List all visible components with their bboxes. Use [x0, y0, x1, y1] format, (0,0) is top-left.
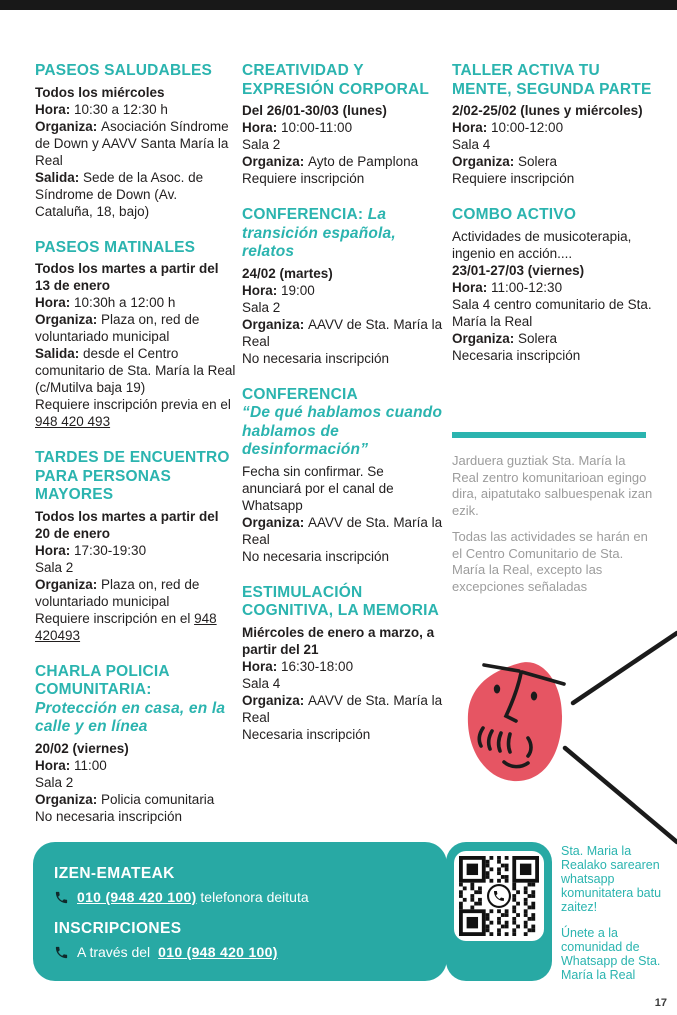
text-segment: Requiere inscripción: [452, 171, 575, 186]
section-line: [35, 757, 236, 774]
text-segment: Hora:: [35, 542, 75, 558]
phone-link[interactable]: 948 420 493: [35, 414, 111, 429]
text-segment: Salida:: [35, 169, 84, 185]
text-segment: Sala 4: [452, 137, 491, 152]
text-segment: COMBO ACTIVO: [452, 206, 577, 223]
signup-phone-link[interactable]: 010 (948 420 100) telefonora deituta: [77, 889, 309, 905]
text-segment: Organiza:: [35, 576, 102, 592]
section-line: [242, 350, 443, 367]
text-segment: “De qué hablamos cuando hablamos de desinformación”: [242, 404, 443, 458]
text-segment: Hora:: [452, 279, 492, 295]
column-right: [452, 62, 660, 383]
section-title: [452, 62, 660, 99]
text-segment: 10:30 a 12:30 h: [74, 101, 168, 117]
section-line: [452, 170, 660, 187]
top-black-bar: [0, 0, 677, 10]
event-section: [242, 62, 443, 187]
section-line: [242, 624, 443, 658]
text-segment: CONFERENCIA:: [242, 206, 368, 223]
section-line: [35, 808, 236, 825]
text-segment: Sala 2: [35, 559, 74, 575]
text-segment: ESTIMULACIÓN COGNITIVA, LA MEMORIA: [242, 583, 440, 619]
text-segment: 10:00-12:00: [491, 120, 564, 135]
section-line: [35, 542, 236, 559]
section-title: [242, 386, 443, 460]
text-segment: Requiere inscripción previa en el: [35, 397, 231, 412]
text-segment: AAVV de Sta. María la Real: [242, 316, 443, 349]
text-segment: Requiere inscripción en el: [35, 610, 195, 626]
text-segment: Solera: [518, 154, 558, 169]
text-segment: Todos los miércoles: [35, 84, 165, 100]
section-line: [35, 396, 236, 430]
text-segment: AAVV de Sta. María la Real: [242, 514, 443, 547]
page-number: 17: [654, 997, 667, 1009]
signup-heading-basque: IZEN-EMATEAK: [54, 865, 175, 882]
signup-row-basque: [54, 889, 429, 905]
section-line: [35, 559, 236, 576]
text-segment: No necesaria inscripción: [242, 548, 390, 564]
section-line: [35, 791, 236, 808]
text-segment: AAVV de Sta. María la Real: [242, 692, 443, 725]
signup-row-spanish: [54, 944, 429, 960]
event-section: [35, 239, 236, 431]
text-segment: Sala 2: [35, 774, 74, 790]
text-segment: Sede de la Asoc. de Síndrome de Down (Av. Cataluña, 18, bajo): [35, 169, 204, 219]
text-segment: CONFERENCIA: [242, 385, 358, 403]
text-segment: PASEOS MATINALES: [35, 238, 196, 256]
text-segment: desde el Centro comunitario de Sta. María la Real (c/Mutilva baja 19): [35, 346, 236, 395]
text-segment: Salida:: [35, 346, 84, 361]
text-segment: 24/02 (martes): [242, 265, 333, 281]
whatsapp-invite-spanish: Únete a la comunidad de Whatsapp de Sta. María la Real: [561, 926, 661, 982]
whatsapp-invite-basque: Sta. Maria la Realako sarearen whatsapp komunitatera batu zaitez!: [561, 844, 662, 914]
text-segment: Organiza:: [35, 118, 102, 134]
section-line: [452, 347, 660, 364]
text-segment: Hora:: [35, 101, 75, 117]
event-section: [452, 206, 660, 364]
section-line: [242, 119, 443, 136]
section-line: [452, 228, 660, 262]
event-section: [35, 62, 236, 220]
face-doodle-illustration: [440, 600, 677, 850]
text-segment: CREATIVIDAD Y EXPRESIÓN CORPORAL: [242, 62, 430, 98]
signup-row1-suffix: telefonora deituta: [196, 889, 309, 905]
text-segment: Plaza on, red de voluntariado municipal: [35, 576, 200, 609]
section-line: [452, 296, 660, 330]
text-segment: No necesaria inscripción: [242, 350, 390, 366]
section-line: [242, 658, 443, 675]
section-line: [242, 548, 443, 565]
section-line: [452, 153, 660, 170]
section-line: [35, 740, 236, 757]
section-line: [35, 260, 236, 294]
section-title: [35, 449, 236, 505]
section-line: [242, 136, 443, 153]
text-segment: Organiza:: [452, 330, 519, 346]
text-segment: 10:00-11:00: [281, 120, 353, 135]
text-segment: Hora:: [242, 282, 282, 298]
signup-box: [33, 842, 447, 981]
section-title: [242, 206, 443, 262]
text-segment: Plaza on, red de voluntariado municipal: [35, 312, 200, 344]
text-segment: Necesaria inscripción: [452, 347, 581, 363]
text-segment: 16:30-18:00: [281, 658, 354, 674]
text-segment: 19:00: [281, 282, 315, 298]
text-segment: Todos los martes a partir del 13 de enero: [35, 261, 219, 293]
section-title: [35, 239, 236, 258]
speech-lines: [565, 633, 677, 842]
signup-heading-spanish: INSCRIPCIONES: [54, 920, 182, 937]
section-title: [452, 206, 660, 225]
signup-row2-prefix: A través del: [77, 944, 151, 960]
text-segment: 11:00: [74, 757, 107, 773]
qr-card: [454, 851, 544, 941]
event-section: [242, 206, 443, 367]
text-segment: Todos los martes a partir del 20 de enero: [35, 508, 219, 541]
text-segment: 17:30-19:30: [74, 542, 147, 558]
phone-icon: [54, 890, 69, 905]
text-segment: CHARLA POLICIA COMUNITARIA:: [35, 662, 170, 698]
section-line: [35, 345, 236, 396]
section-line: [452, 119, 660, 136]
event-section: [242, 386, 443, 565]
section-line: [452, 136, 660, 153]
section-line: [452, 279, 660, 296]
section-line: [35, 610, 236, 644]
text-segment: Sala 4: [242, 675, 281, 691]
text-segment: Hora:: [35, 757, 75, 773]
column-middle: [242, 62, 443, 762]
section-line: [242, 675, 443, 692]
section-title: [242, 62, 443, 99]
text-segment: Necesaria inscripción: [242, 726, 371, 742]
text-segment: Fecha sin confirmar. Se anunciará por el canal de Whatsapp: [242, 463, 394, 513]
text-segment: 2/02-25/02 (lunes y miércoles): [452, 103, 643, 118]
phone-icon: [54, 945, 69, 960]
text-segment: Miércoles de enero a marzo, a partir del 21: [242, 624, 435, 657]
text-segment: PASEOS SALUDABLES: [35, 62, 213, 79]
text-segment: Ayto de Pamplona: [308, 154, 419, 169]
section-line: [35, 118, 236, 169]
section-line: [452, 102, 660, 119]
text-segment: Protección en casa, en la calle y en línea: [35, 699, 226, 735]
section-line: [35, 101, 236, 118]
text-segment: Solera: [518, 330, 558, 346]
section-line: [242, 170, 443, 187]
section-line: [242, 692, 443, 726]
section-line: [242, 153, 443, 170]
note-spanish: Todas las actividades se harán en el Centro Comunitario de Sta. María la Real, excepto las excepciones señaladas: [452, 529, 648, 594]
text-segment: 23/01-27/03 (viernes): [452, 262, 585, 278]
signup-phone-link[interactable]: 010 (948 420 100): [158, 944, 278, 960]
text-segment: Organiza:: [242, 514, 309, 530]
text-segment: La transición española, relatos: [242, 206, 396, 260]
teal-divider-bar: [452, 432, 646, 438]
section-title: [35, 663, 236, 737]
section-title: [242, 584, 443, 621]
text-segment: Policia comunitaria: [101, 791, 215, 807]
text-segment: No necesaria inscripción: [35, 808, 183, 824]
event-section: [35, 663, 236, 825]
text-segment: Actividades de musicoterapia, ingenio en acción....: [452, 228, 632, 261]
text-segment: Hora:: [242, 658, 282, 674]
section-line: [242, 102, 443, 119]
section-line: [452, 262, 660, 279]
whatsapp-invite: [561, 844, 675, 994]
text-segment: TALLER ACTIVA TU MENTE, SEGUNDA PARTE: [452, 62, 652, 98]
column-left: [35, 62, 236, 844]
phone-link[interactable]: 948 420493: [35, 610, 217, 643]
event-section: [242, 584, 443, 743]
qr-box: [446, 842, 552, 981]
note-basque: Jarduera guztiak Sta. María la Real zentro komunitarioan egingo dira, aipatutako salbuespenak izan ezik.: [452, 453, 653, 518]
qr-code: [459, 856, 539, 936]
text-segment: Sala 2: [242, 137, 281, 152]
text-segment: Requiere inscripción: [242, 171, 365, 186]
text-segment: Asociación Síndrome de Down y AAVV Santa María la Real: [35, 118, 229, 168]
text-segment: 20/02 (viernes): [35, 740, 129, 756]
event-section: [35, 449, 236, 644]
text-segment: Organiza:: [35, 312, 102, 327]
section-line: [242, 316, 443, 350]
text-segment: Sala 4 centro comunitario de Sta. María la Real: [452, 296, 652, 329]
text-segment: Organiza:: [242, 154, 309, 169]
text-segment: TARDES DE ENCUENTRO PARA PERSONAS MAYORES: [35, 449, 230, 503]
text-segment: Organiza:: [452, 154, 519, 169]
section-line: [35, 774, 236, 791]
event-section: [452, 62, 660, 187]
section-line: [242, 514, 443, 548]
text-segment: Hora:: [242, 120, 282, 135]
section-line: [35, 294, 236, 311]
section-line: [242, 299, 443, 316]
section-line: [242, 463, 443, 514]
section-line: [35, 311, 236, 345]
section-line: [35, 508, 236, 542]
text-segment: Del 26/01-30/03 (lunes): [242, 103, 387, 118]
text-segment: Hora:: [35, 295, 75, 310]
text-segment: 10:30h a 12:00 h: [74, 295, 176, 310]
section-line: [242, 265, 443, 282]
section-line: [35, 169, 236, 220]
text-segment: Hora:: [452, 120, 492, 135]
section-line: [242, 282, 443, 299]
text-segment: 11:00-12:30: [491, 279, 563, 295]
section-line: [35, 576, 236, 610]
section-title: [35, 62, 236, 81]
section-line: [452, 330, 660, 347]
text-segment: Organiza:: [242, 692, 309, 708]
section-line: [35, 84, 236, 101]
text-segment: Sala 2: [242, 299, 281, 315]
text-segment: Organiza:: [35, 791, 102, 807]
text-segment: Organiza:: [242, 316, 309, 332]
location-note: [452, 453, 654, 605]
section-line: [242, 726, 443, 743]
